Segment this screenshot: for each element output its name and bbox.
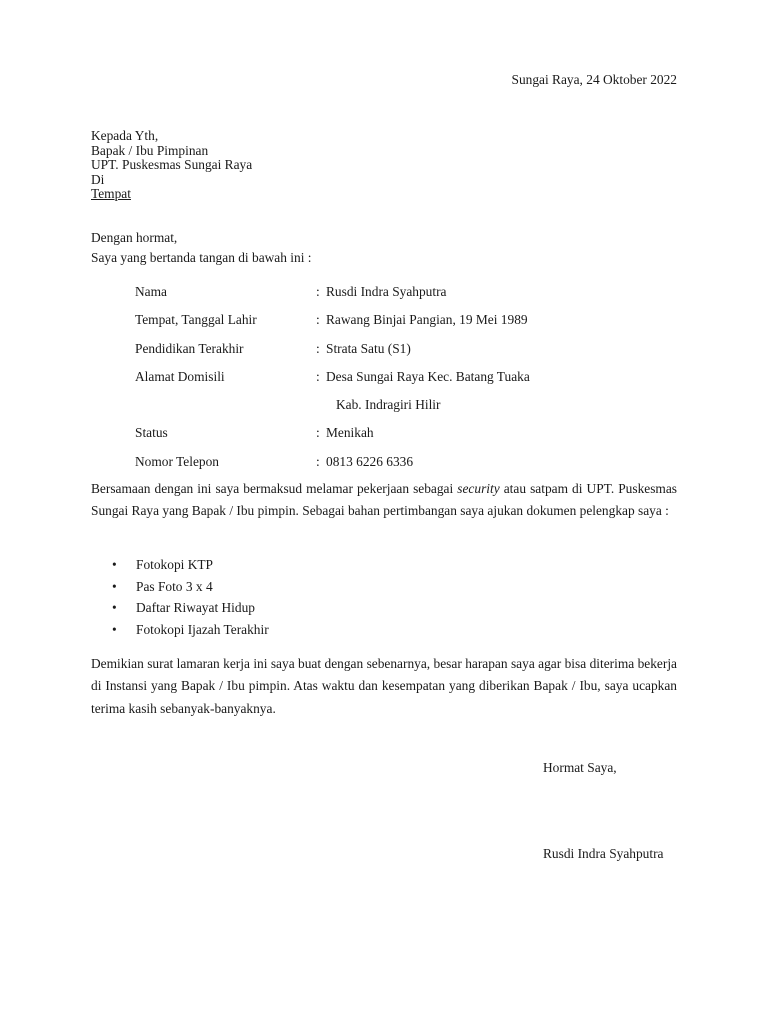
detail-label: Alamat Domisili: [135, 368, 225, 384]
detail-value: 0813 6226 6336: [326, 453, 414, 469]
intro-line: Saya yang bertanda tangan di bawah ini :: [91, 250, 312, 265]
recipient-line-3: UPT. Puskesmas Sungai Raya: [91, 157, 253, 172]
detail-colon: :: [316, 425, 320, 441]
detail-label: Pendidikan Terakhir: [135, 340, 244, 356]
paragraph1-italic: security: [457, 481, 500, 496]
bullet-icon: •: [112, 578, 117, 594]
place-date: Sungai Raya, 24 Oktober 2022: [511, 72, 677, 87]
detail-colon: :: [316, 312, 320, 328]
recipient-line-1: Kepada Yth,: [91, 128, 159, 143]
bullet-icon: •: [112, 557, 117, 572]
detail-value: Desa Sungai Raya Kec. Batang Tuaka: [326, 368, 530, 384]
recipient-line-5: Tempat: [91, 186, 131, 201]
detail-value: Kab. Indragiri Hilir: [336, 397, 441, 413]
salutation: Dengan hormat,: [91, 230, 178, 245]
list-item: [110, 620, 269, 642]
signer-name: Rusdi Indra Syahputra: [543, 846, 664, 861]
detail-value: Rusdi Indra Syahputra: [326, 284, 447, 299]
recipient-line-4: Di: [91, 171, 105, 187]
list-item-text: Fotokopi Ijazah Terakhir: [136, 621, 269, 637]
detail-label: Nama: [135, 284, 167, 299]
detail-colon: :: [316, 453, 320, 469]
recipient-line-2: Bapak / Ibu Pimpinan: [91, 142, 209, 158]
list-item: [110, 598, 269, 620]
detail-colon: :: [316, 368, 320, 384]
list-item-text: Daftar Riwayat Hidup: [136, 600, 255, 615]
list-item-text: Fotokopi KTP: [136, 557, 214, 572]
list-item-text: Pas Foto 3 x 4: [136, 578, 213, 594]
closing-paragraph: Demikian surat lamaran kerja ini saya buat dengan sebenarnya, besar harapan saya agar bisa diterima bekerja di Instansi yang Bapak / Ibu pimpin. Atas waktu dan kesempatan yang diberikan Bapak / Ibu, saya ucapkan terima kasih sebanyak-banyaknya.: [91, 656, 677, 716]
documents-list: [110, 555, 269, 641]
detail-label: Nomor Telepon: [135, 453, 219, 469]
bullet-icon: •: [112, 621, 117, 637]
application-paragraph: [91, 478, 677, 523]
detail-value: Menikah: [326, 425, 374, 441]
paragraph1-after: atau satpam di UPT. Puskesmas Sungai Raya yang Bapak / Ibu pimpin. Sebagai bahan pertimbangan saya ajukan dokumen pelengkap saya :: [91, 481, 677, 519]
detail-colon: :: [316, 284, 320, 299]
recipient-block: [91, 129, 252, 202]
greeting-block: [91, 228, 312, 268]
list-item: [110, 555, 269, 577]
list-item: [110, 577, 269, 599]
detail-colon: :: [316, 340, 320, 356]
closing-salutation: Hormat Saya,: [543, 760, 617, 775]
bullet-icon: •: [112, 600, 117, 615]
detail-label: Tempat, Tanggal Lahir: [135, 312, 257, 328]
detail-label: Status: [135, 425, 168, 441]
detail-value: Strata Satu (S1): [326, 340, 411, 356]
paragraph1-before: Bersamaan dengan ini saya bermaksud melamar pekerjaan sebagai: [91, 481, 458, 496]
detail-value: Rawang Binjai Pangian, 19 Mei 1989: [326, 312, 528, 328]
